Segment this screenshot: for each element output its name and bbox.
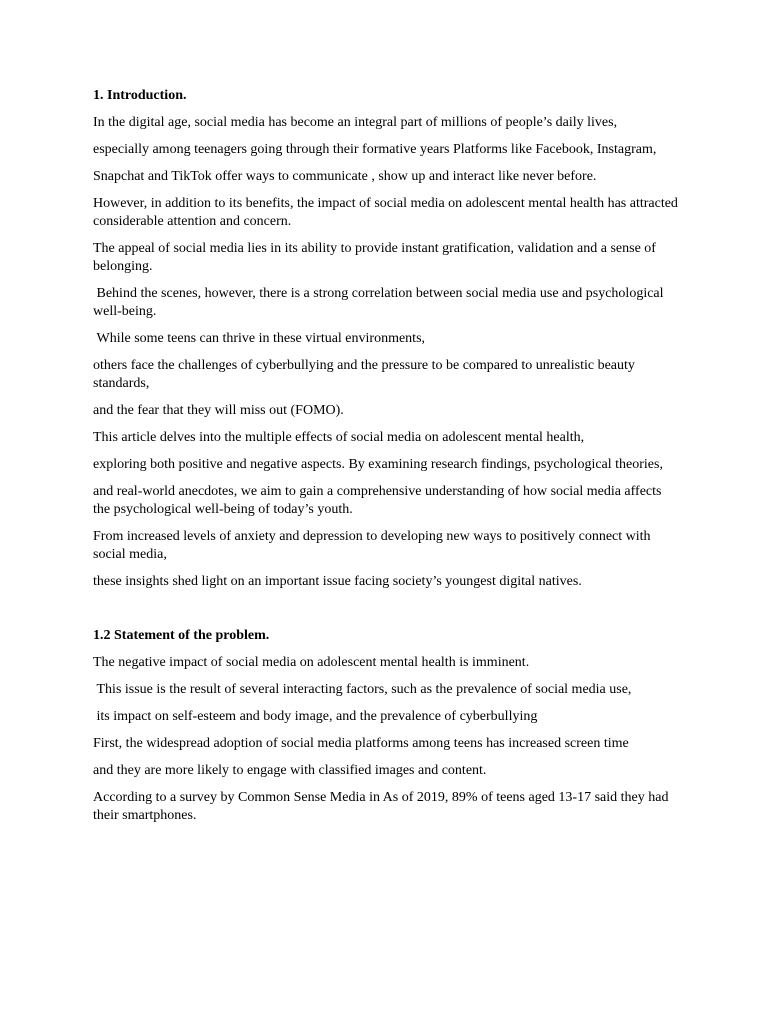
paragraph: From increased levels of anxiety and depression to developing new ways to positively connect with social media, [93,529,655,562]
paragraph: and the fear that they will miss out (FOMO). [93,403,344,418]
paragraph: According to a survey by Common Sense Media in As of 2019, 89% of teens aged 13-17 said they had their smartphones. [93,790,672,823]
paragraph: others face the challenges of cyberbullying and the pressure to be compared to unrealistic beauty standards, [93,358,639,391]
paragraph: especially among teenagers going through their formative years Platforms like Facebook, Instagram, [93,142,657,157]
problem-statement-body [93,654,678,825]
paragraph: The appeal of social media lies in its ability to provide instant gratification, validation and a sense of belonging. [93,241,660,274]
paragraph: This issue is the result of several interacting factors, such as the prevalence of social media use, [93,682,632,697]
paragraph: and real-world anecdotes, we aim to gain a comprehensive understanding of how social media affects the psychological well-being of today’s youth. [93,484,665,517]
section-spacer [93,600,678,627]
paragraph: exploring both positive and negative aspects. By examining research findings, psychological theories, [93,457,663,472]
paragraph: The negative impact of social media on adolescent mental health is imminent. [93,655,530,670]
paragraph: Behind the scenes, however, there is a strong correlation between social media use and psychological well-being. [93,286,668,319]
introduction-body [93,114,682,591]
paragraph: Snapchat and TikTok offer ways to communicate , show up and interact like never before. [93,169,597,184]
paragraph: However, in addition to its benefits, the impact of social media on adolescent mental health has attracted considerable attention and concern. [93,196,682,229]
section-heading-introduction: 1. Introduction. [93,88,187,103]
section-heading-problem-statement: 1.2 Statement of the problem. [93,628,270,643]
paragraph: and they are more likely to engage with classified images and content. [93,763,487,778]
paragraph: While some teens can thrive in these virtual environments, [93,331,426,346]
paragraph: its impact on self-esteem and body image, and the prevalence of cyberbullying [93,709,538,724]
paragraph: First, the widespread adoption of social media platforms among teens has increased screen time [93,736,629,751]
paragraph: In the digital age, social media has become an integral part of millions of people’s daily lives, [93,115,618,130]
paragraph: This article delves into the multiple effects of social media on adolescent mental health, [93,430,585,445]
paragraph: these insights shed light on an important issue facing society’s youngest digital natives. [93,574,582,589]
